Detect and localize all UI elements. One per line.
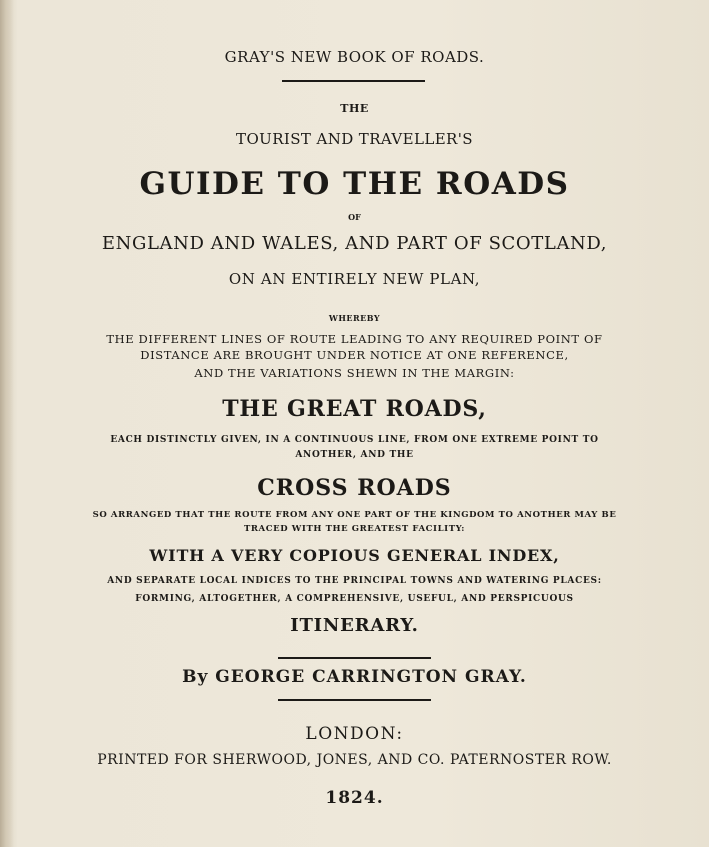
main-title: GUIDE TO THE ROADS — [139, 166, 570, 202]
author-rule-bottom — [278, 699, 431, 701]
great-roads-heading: THE GREAT ROADS, — [222, 396, 487, 422]
title-plan: ON AN ENTIRELY NEW PLAN, — [228, 270, 481, 288]
cross-roads-desc: TRACED WITH THE GREATEST FACILITY: — [243, 524, 466, 534]
title-region: ENGLAND AND WALES, AND PART OF SCOTLAND, — [101, 233, 608, 254]
cross-roads-desc: SO ARRANGED THAT THE ROUTE FROM ANY ONE PART OF THE KINGDOM TO ANOTHER MAY BE — [92, 510, 617, 520]
header-rule — [282, 80, 425, 82]
author-line: By GEORGE CARRINGTON GRAY. — [182, 667, 527, 687]
title-of: OF — [348, 212, 361, 222]
great-roads-desc: ANOTHER, AND THE — [295, 450, 414, 460]
index-desc: FORMING, ALTOGETHER, A COMPREHENSIVE, USEFUL, AND PERSPICUOUS — [135, 594, 574, 604]
index-desc: AND SEPARATE LOCAL INDICES TO THE PRINCIPAL TOWNS AND WATERING PLACES: — [107, 576, 602, 586]
description-line: DISTANCE ARE BROUGHT UNDER NOTICE AT ONE REFERENCE, — [140, 348, 569, 362]
running-head: GRAY'S NEW BOOK OF ROADS. — [224, 48, 485, 66]
imprint-year: 1824. — [325, 788, 384, 808]
whereby-label: WHEREBY — [328, 313, 381, 323]
description-line: THE DIFFERENT LINES OF ROUTE LEADING TO ANY REQUIRED POINT OF — [106, 332, 603, 346]
index-heading: WITH A VERY COPIOUS GENERAL INDEX, — [149, 546, 560, 565]
title-line-tourist: TOURIST AND TRAVELLER'S — [236, 130, 473, 148]
description-line: AND THE VARIATIONS SHEWN IN THE MARGIN: — [194, 366, 515, 380]
title-article: THE — [340, 102, 369, 115]
imprint-city: LONDON: — [305, 724, 404, 744]
imprint-printer: PRINTED FOR SHERWOOD, JONES, AND CO. PATERNOSTER ROW. — [97, 752, 612, 768]
great-roads-desc: EACH DISTINCTLY GIVEN, IN A CONTINUOUS LINE, FROM ONE EXTREME POINT TO — [110, 435, 599, 445]
author-rule-top — [278, 657, 431, 659]
itinerary-heading: ITINERARY. — [290, 615, 419, 636]
cross-roads-heading: CROSS ROADS — [257, 475, 452, 501]
